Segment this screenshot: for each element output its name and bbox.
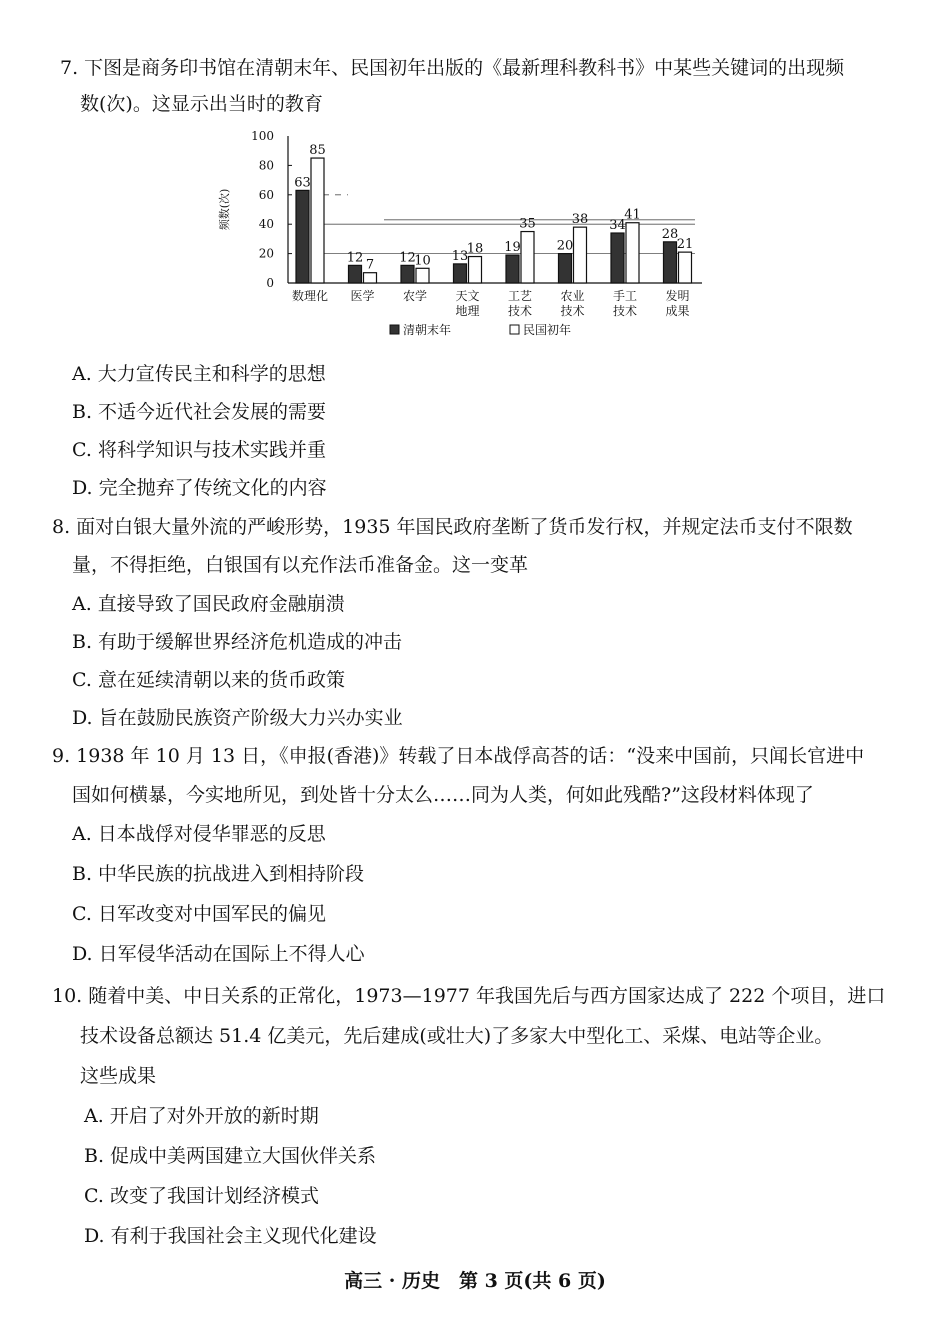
category-label: 数理化 bbox=[291, 289, 329, 303]
q7-option-d: D. 完全抛弃了传统文化的内容 bbox=[72, 477, 327, 499]
category-label: 发明 bbox=[665, 289, 690, 303]
bar-minguo-7 bbox=[679, 252, 692, 283]
data-label: 7 bbox=[365, 257, 375, 273]
q7-stem-line2: 数(次)。这显示出当时的教育 bbox=[80, 93, 323, 115]
data-label: 12 bbox=[346, 250, 364, 266]
data-label: 28 bbox=[661, 226, 679, 242]
legend-swatch bbox=[510, 325, 519, 334]
category-label: 技术 bbox=[560, 304, 585, 318]
data-label: 13 bbox=[451, 248, 469, 264]
legend-label: 清朝末年 bbox=[403, 323, 452, 337]
q8-option-c: C. 意在延续清朝以来的货币政策 bbox=[72, 669, 345, 691]
category-label: 技术 bbox=[507, 304, 533, 318]
category-label: 农学 bbox=[402, 289, 428, 303]
data-label: 34 bbox=[609, 218, 626, 234]
q9-option-a: A. 日本战俘对侵华罪恶的反思 bbox=[72, 823, 326, 845]
data-label: 12 bbox=[399, 250, 416, 266]
data-label: 10 bbox=[414, 253, 431, 269]
category-label: 成果 bbox=[665, 304, 690, 318]
bar-qing-3 bbox=[454, 264, 467, 283]
category-label: 天文 bbox=[455, 289, 480, 303]
bar-qing-7 bbox=[664, 242, 677, 283]
category-label: 地理 bbox=[455, 304, 480, 318]
legend-label: 民国初年 bbox=[523, 323, 572, 337]
y-tick-label: 60 bbox=[258, 187, 274, 202]
bar-qing-1 bbox=[349, 265, 362, 283]
q9-stem-line2: 国如何横暴，今实地所见，到处皆十分太么……同为人类，何如此残酷?”这段材料体现了 bbox=[72, 784, 814, 806]
q9-option-b: B. 中华民族的抗战进入到相持阶段 bbox=[72, 863, 365, 885]
bar-qing-5 bbox=[559, 254, 572, 283]
q8-option-d: D. 旨在鼓励民族资产阶级大力兴办实业 bbox=[72, 707, 403, 729]
bar-minguo-6 bbox=[626, 223, 639, 283]
q8-stem-line2: 量，不得拒绝，白银国有以充作法币准备金。这一变革 bbox=[72, 554, 529, 576]
category-label: 医学 bbox=[350, 289, 375, 303]
bar-minguo-3 bbox=[469, 257, 482, 283]
q8-option-a: A. 直接导致了国民政府金融崩溃 bbox=[72, 593, 345, 615]
category-label: 农业 bbox=[560, 289, 585, 303]
data-label: 35 bbox=[519, 216, 536, 232]
y-tick-label: 40 bbox=[258, 217, 274, 232]
bar-minguo-4 bbox=[521, 232, 534, 283]
data-label: 19 bbox=[504, 240, 521, 256]
page-footer: 高三 · 历史 第 3 页(共 6 页) bbox=[344, 1270, 606, 1292]
data-label: 18 bbox=[466, 241, 484, 257]
bar-minguo-1 bbox=[364, 273, 377, 283]
data-label: 38 bbox=[571, 212, 589, 228]
q10-option-c: C. 改变了我国计划经济模式 bbox=[84, 1185, 319, 1207]
category-label: 技术 bbox=[612, 304, 638, 318]
q8-stem-line1: 8. 面对白银大量外流的严峻形势，1935 年国民政府垄断了货币发行权，并规定法币支付不限数 bbox=[52, 516, 853, 538]
q10-option-b: B. 促成中美两国建立大国伙伴关系 bbox=[84, 1145, 377, 1167]
q9-stem-line1: 9. 1938 年 10 月 13 日，《申报(香港)》转载了日本战俘高荅的话：“没来中国前，只闻长官进中 bbox=[52, 745, 865, 767]
q9-option-c: C. 日军改变对中国军民的偏见 bbox=[72, 903, 326, 925]
q7-option-a: A. 大力宣传民主和科学的思想 bbox=[72, 363, 326, 385]
q9-option-d: D. 日军侵华活动在国际上不得人心 bbox=[72, 943, 365, 965]
data-label: 20 bbox=[556, 238, 574, 254]
bar-qing-2 bbox=[401, 265, 414, 283]
category-label: 手工 bbox=[612, 289, 638, 303]
y-tick-label: 100 bbox=[251, 129, 274, 143]
q7-option-b: B. 不适今近代社会发展的需要 bbox=[72, 401, 327, 423]
q8-option-b: B. 有助于缓解世界经济危机造成的冲击 bbox=[72, 631, 403, 653]
q10-stem-line3: 这些成果 bbox=[80, 1065, 157, 1087]
data-label: 85 bbox=[309, 143, 326, 159]
q10-option-d: D. 有利于我国社会主义现代化建设 bbox=[84, 1225, 377, 1247]
data-label: 21 bbox=[676, 237, 694, 253]
legend-swatch bbox=[390, 325, 399, 334]
bar-minguo-0 bbox=[311, 158, 324, 283]
keyword-frequency-chart bbox=[218, 128, 710, 348]
data-label: 63 bbox=[294, 175, 311, 191]
bar-minguo-5 bbox=[574, 227, 587, 283]
y-axis-title: 频数(次) bbox=[218, 188, 231, 231]
q7-option-c: C. 将科学知识与技术实践并重 bbox=[72, 439, 326, 461]
q10-option-a: A. 开启了对外开放的新时期 bbox=[84, 1105, 319, 1127]
bar-qing-6 bbox=[611, 233, 624, 283]
bar-qing-0 bbox=[296, 190, 309, 283]
category-label: 工艺 bbox=[507, 289, 533, 303]
bar-qing-4 bbox=[506, 255, 519, 283]
bar-minguo-2 bbox=[416, 268, 429, 283]
q7-stem-line1: 7. 下图是商务印书馆在清朝末年、民国初年出版的《最新理科教科书》中某些关键词的出现频 bbox=[60, 57, 845, 79]
q10-stem-line2: 技术设备总额达 51.4 亿美元，先后建成(或壮大)了多家大中型化工、采煤、电站等企业。 bbox=[80, 1025, 834, 1047]
q10-stem-line1: 10. 随着中美、中日关系的正常化，1973—1977 年我国先后与西方国家达成了 222 个项目，进口 bbox=[52, 985, 886, 1007]
y-tick-label: 20 bbox=[258, 246, 274, 261]
data-label: 41 bbox=[624, 207, 641, 223]
y-tick-label: 0 bbox=[266, 276, 274, 290]
y-tick-label: 80 bbox=[258, 158, 274, 173]
